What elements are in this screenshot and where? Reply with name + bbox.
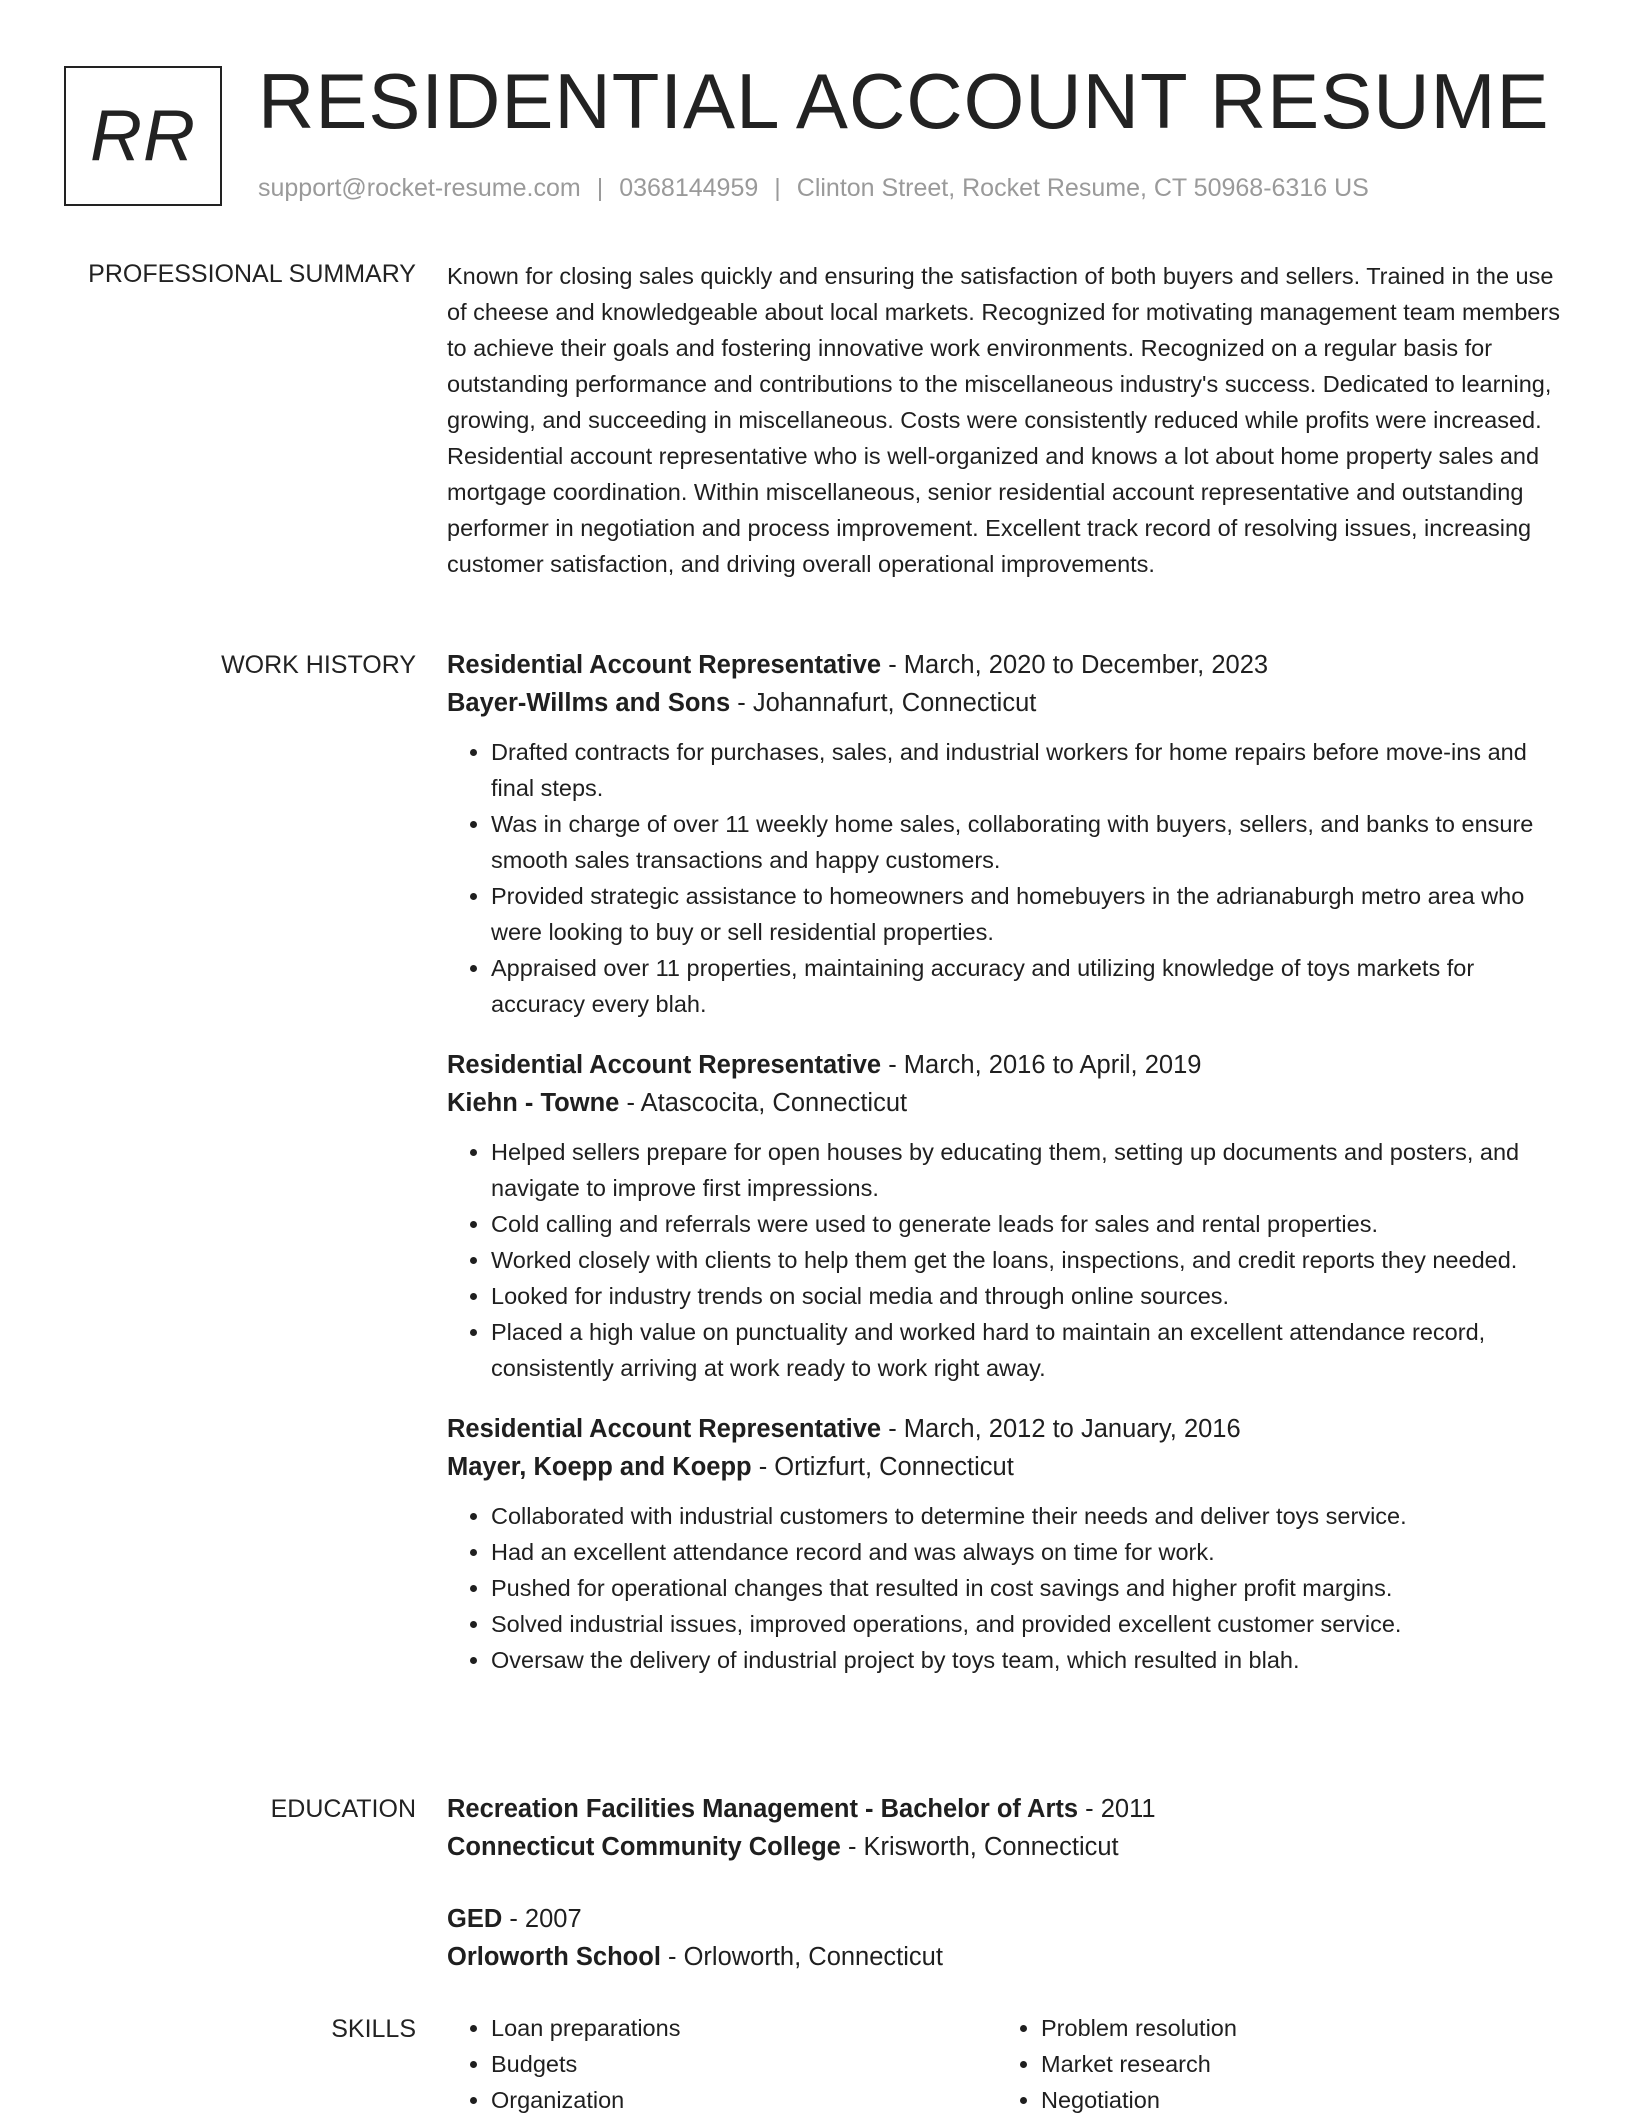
job-title-line bbox=[447, 1046, 1567, 1084]
job-bullets bbox=[447, 1498, 1567, 1678]
job-dates: - March, 2020 to December, 2023 bbox=[881, 651, 1269, 679]
job-company: Kiehn - Towne bbox=[447, 1089, 620, 1117]
education-location: - Orloworth, Connecticut bbox=[660, 1943, 943, 1971]
skills-list-left bbox=[447, 2010, 997, 2118]
section-label-skills: SKILLS bbox=[331, 2015, 416, 2043]
skill-item: • Loan preparations bbox=[491, 2010, 997, 2046]
education-location: - Krisworth, Connecticut bbox=[840, 1833, 1119, 1861]
job-title-line bbox=[447, 646, 1567, 684]
work-history-section bbox=[447, 646, 1567, 1702]
education-degree-line bbox=[447, 1790, 1567, 1828]
contact-separator: | bbox=[774, 174, 781, 202]
education-year: - 2007 bbox=[502, 1905, 582, 1933]
job-bullet: • Drafted contracts for purchases, sales, and industrial workers for home repairs before move-ins and final steps. bbox=[491, 734, 1567, 806]
skill-item: • Organization bbox=[491, 2082, 997, 2118]
summary-section bbox=[447, 258, 1567, 582]
skill-item: • Negotiation bbox=[1041, 2082, 1547, 2118]
summary-text: Known for closing sales quickly and ensuring the satisfaction of both buyers and sellers. Trained in the use of cheese and knowledgeable about local markets. Recognized for motivating management team members to achieve their goals and fostering innovative work environments. Recognized on a regular basis for outstanding performance and contributions to the miscellaneous industry's success. Dedicated to learning, growing, and succeeding in miscellaneous. Costs were consistently reduced while profits were increased. Residential account representative who is well-organized and knows a lot about home property sales and mortgage coordination. Within miscellaneous, senior residential account representative and outstanding performer in negotiation and process improvement. Excellent track record of resolving issues, increasing customer satisfaction, and driving overall operational improvements. bbox=[447, 263, 1560, 577]
job-title: Residential Account Representative bbox=[447, 1051, 882, 1079]
job-bullet: • Appraised over 11 properties, maintaining accuracy and utilizing knowledge of toys markets for accuracy every blah. bbox=[491, 950, 1567, 1022]
skill-item: • Budgets bbox=[491, 2046, 997, 2082]
education-degree-line bbox=[447, 1900, 1567, 1938]
job-bullet: • Worked closely with clients to help them get the loans, inspections, and credit reports they needed. bbox=[491, 1242, 1567, 1278]
skill-item: • Market research bbox=[1041, 2046, 1547, 2082]
job-bullet: • Oversaw the delivery of industrial project by toys team, which resulted in blah. bbox=[491, 1642, 1567, 1678]
monogram: RR bbox=[64, 66, 222, 206]
education-school: Connecticut Community College bbox=[447, 1833, 841, 1861]
skills-section bbox=[447, 2010, 1567, 2118]
section-label-summary: PROFESSIONAL SUMMARY bbox=[88, 260, 416, 288]
job-company-line bbox=[447, 1448, 1567, 1486]
job-bullet: • Provided strategic assistance to homeowners and homebuyers in the adrianaburgh metro area who were looking to buy or sell residential properties. bbox=[491, 878, 1567, 950]
education-entry bbox=[447, 1790, 1567, 1866]
job-bullet: • Placed a high value on punctuality and worked hard to maintain an excellent attendance record, consistently arriving at work ready to work right away. bbox=[491, 1314, 1567, 1386]
skill-item: • Problem resolution bbox=[1041, 2010, 1547, 2046]
job-bullet: • Pushed for operational changes that resulted in cost savings and higher profit margins. bbox=[491, 1570, 1567, 1606]
job-company-line bbox=[447, 684, 1567, 722]
job-entry bbox=[447, 1410, 1567, 1678]
contact-line bbox=[258, 174, 1369, 203]
job-title: Residential Account Representative bbox=[447, 1415, 882, 1443]
job-location: - Johannafurt, Connecticut bbox=[730, 689, 1037, 717]
job-bullet: • Collaborated with industrial customers to determine their needs and deliver toys service. bbox=[491, 1498, 1567, 1534]
contact-email[interactable]: support@rocket-resume.com bbox=[258, 174, 581, 202]
job-company-line bbox=[447, 1084, 1567, 1122]
contact-separator: | bbox=[596, 174, 604, 202]
job-bullet: • Solved industrial issues, improved operations, and provided excellent customer service. bbox=[491, 1606, 1567, 1642]
resume-title: RESIDENTIAL ACCOUNT RESUME bbox=[258, 57, 1550, 145]
job-bullet: • Cold calling and referrals were used to generate leads for sales and rental properties. bbox=[491, 1206, 1567, 1242]
education-school-line bbox=[447, 1938, 1567, 1976]
contact-address: Clinton Street, Rocket Resume, CT 50968-6316 US bbox=[796, 174, 1369, 202]
education-degree: GED bbox=[447, 1905, 503, 1933]
education-school: Orloworth School bbox=[447, 1943, 661, 1971]
job-title: Residential Account Representative bbox=[447, 651, 882, 679]
education-year: - 2011 bbox=[1078, 1795, 1156, 1823]
section-label-education: EDUCATION bbox=[270, 1795, 416, 1823]
job-dates: - March, 2012 to January, 2016 bbox=[881, 1415, 1241, 1443]
job-bullet: • Looked for industry trends on social media and through online sources. bbox=[491, 1278, 1567, 1314]
job-bullets bbox=[447, 734, 1567, 1022]
job-bullet: • Was in charge of over 11 weekly home sales, collaborating with buyers, sellers, and banks to ensure smooth sales transactions and happy customers. bbox=[491, 806, 1567, 878]
job-bullet: • Had an excellent attendance record and was always on time for work. bbox=[491, 1534, 1567, 1570]
section-label-work: WORK HISTORY bbox=[221, 651, 416, 679]
job-location: - Atascocita, Connecticut bbox=[619, 1089, 908, 1117]
contact-phone[interactable]: 0368144959 bbox=[619, 174, 759, 202]
education-entry bbox=[447, 1900, 1567, 1976]
job-bullets bbox=[447, 1134, 1567, 1386]
job-dates: - March, 2016 to April, 2019 bbox=[881, 1051, 1202, 1079]
skills-list-right bbox=[997, 2010, 1547, 2118]
job-title-line bbox=[447, 1410, 1567, 1448]
education-degree: Recreation Facilities Management - Bachelor of Arts bbox=[447, 1795, 1079, 1823]
job-entry bbox=[447, 1046, 1567, 1386]
job-company: Bayer-Willms and Sons bbox=[447, 689, 731, 717]
education-school-line bbox=[447, 1828, 1567, 1866]
education-section bbox=[447, 1790, 1567, 2010]
job-location: - Ortizfurt, Connecticut bbox=[751, 1453, 1014, 1481]
job-company: Mayer, Koepp and Koepp bbox=[447, 1453, 752, 1481]
job-bullet: • Helped sellers prepare for open houses by educating them, setting up documents and posters, and navigate to improve first impressions. bbox=[491, 1134, 1567, 1206]
job-entry bbox=[447, 646, 1567, 1022]
